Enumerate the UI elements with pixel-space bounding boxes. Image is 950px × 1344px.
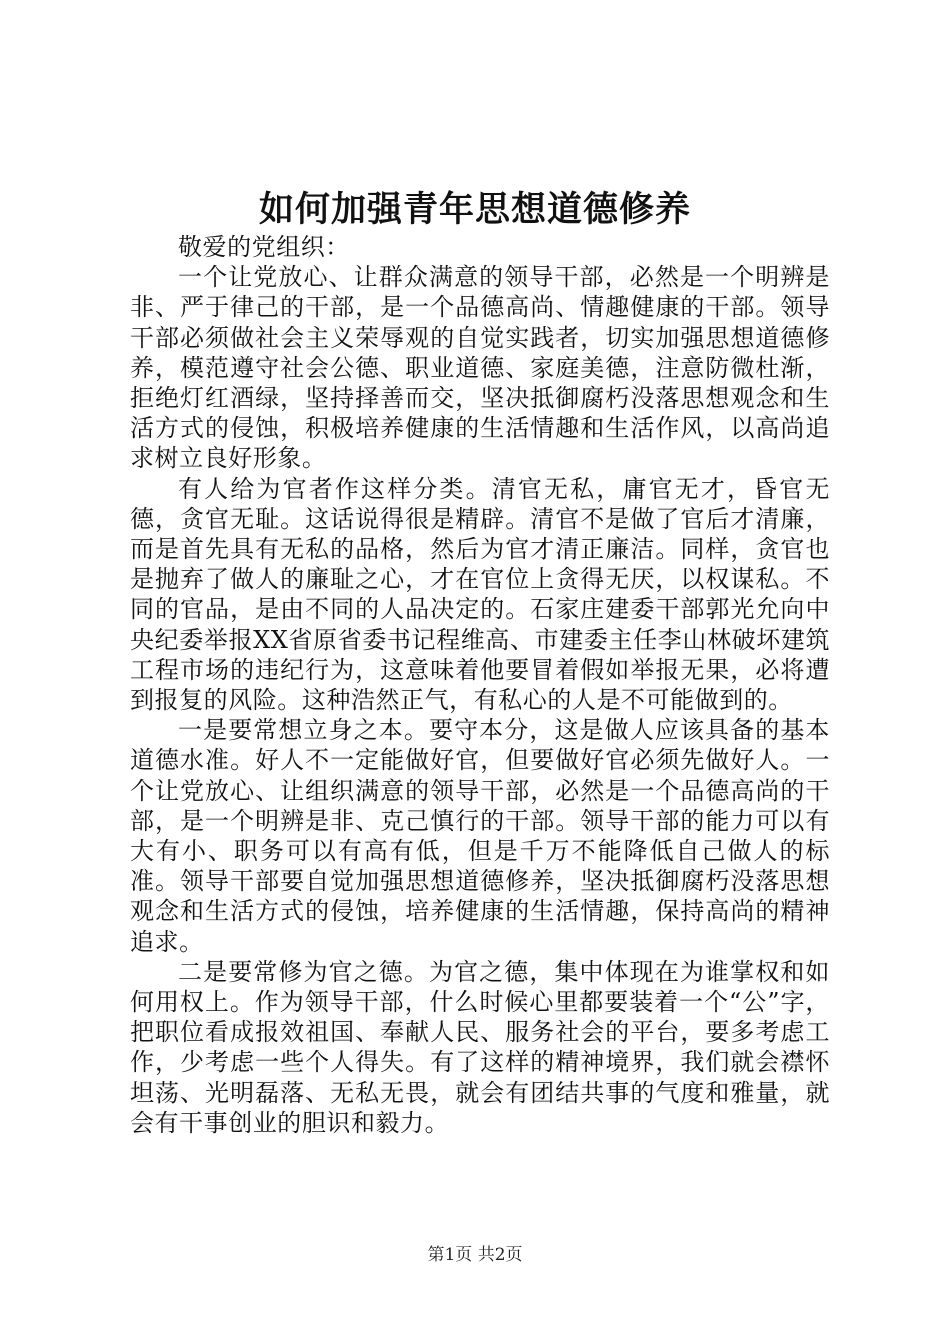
paragraph: 一是要常想立身之本。要守本分，这是做人应该具备的基本道德水准。好人不一定能做好官，但要做好官必须先做好人。一个让党放心、让组织满意的领导干部，必然是一个品德高尚的干部，是一个明辨是非、克己慎行的干部。领导干部的能力可以有大有小、职务可以有高有低，但是千万不能降低自己做人的标准。领导干部要自觉加强思想道德修养，坚决抵御腐朽没落思想观念和生活方式的侵蚀，培养健康的生活情趣，保持高尚的精神追求。 [130,716,830,956]
document-body [130,232,830,1138]
paragraph: 二是要常修为官之德。为官之德，集中体现在为谁掌权和如何用权上。作为领导干部，什么时候心里都要装着一个“公”字，把职位看成报效祖国、奉献人民、服务社会的平台，要多考虑工作，少考虑一些个人得失。有了这样的精神境界，我们就会襟怀坦荡、光明磊落、无私无畏，就会有团结共事的气度和雅量，就会有干事创业的胆识和毅力。 [130,957,830,1137]
page-number-footer: 第1页 共2页 [427,1245,523,1265]
paragraph: 一个让党放心、让群众满意的领导干部，必然是一个明辨是非、严于律己的干部，是一个品德高尚、情趣健康的干部。领导干部必须做社会主义荣辱观的自觉实践者，切实加强思想道德修养，模范遵守社会公德、职业道德、家庭美德，注意防微杜渐，拒绝灯红酒绿，坚持择善而交，坚决抵御腐朽没落思想观念和生活方式的侵蚀，积极培养健康的生活情趣和生活作风，以高尚追求树立良好形象。 [130,263,830,473]
document-title: 如何加强青年思想道德修养 [258,189,691,230]
salutation: 敬爱的党组织： [178,233,350,261]
paragraph: 有人给为官者作这样分类。清官无私，庸官无才，昏官无德，贪官无耻。这话说得很是精辟。清官不是做了官后才清廉，而是首先具有无私的品格，然后为官才清正廉洁。同样，贪官也是抛弃了做人的廉耻之心，才在官位上贪得无厌，以权谋私。不同的官品，是由不同的人品决定的。石家庄建委干部郭光允向中央纪委举报XX省原省委书记程维高、市建委主任李山林破坏建筑工程市场的违纪行为，这意味着他要冒着假如举报无果，必将遭到报复的风险。这种浩然正气，有私心的人是不可能做到的。 [130,474,830,715]
